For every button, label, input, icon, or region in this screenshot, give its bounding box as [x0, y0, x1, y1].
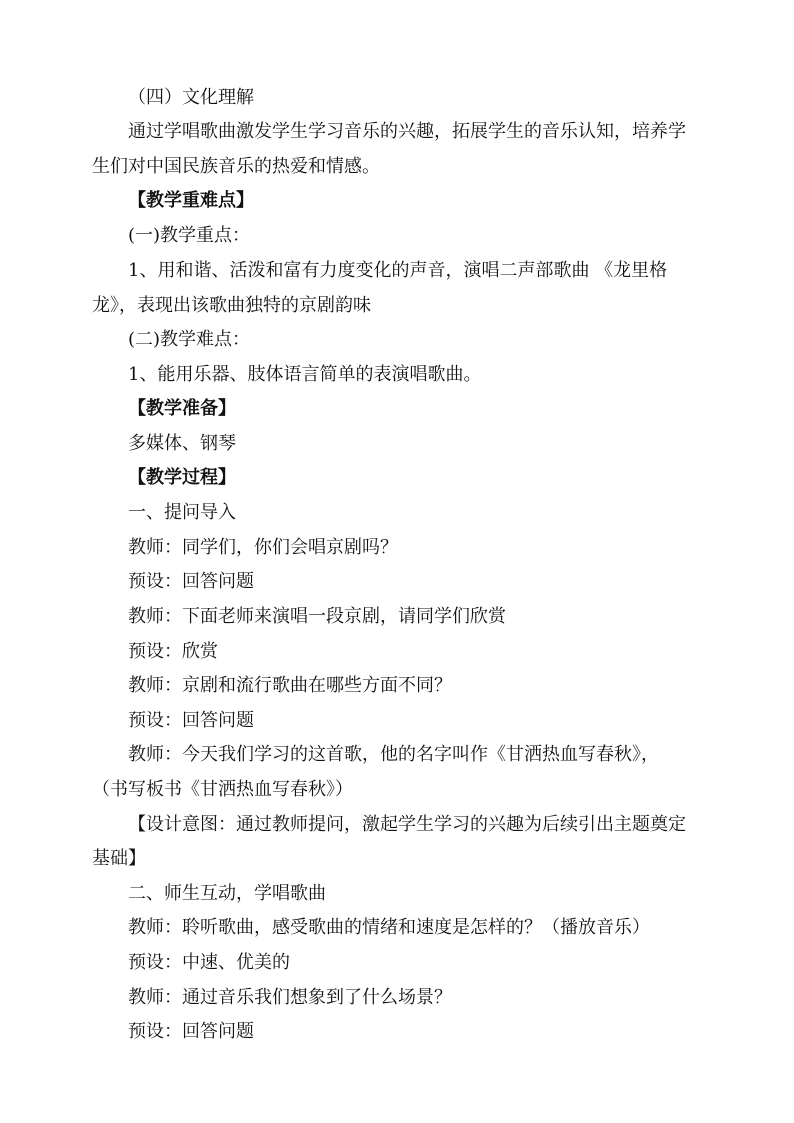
dialogue-line: 教师：今天我们学习的这首歌，他的名字叫作《甘洒热血写春秋》， [128, 744, 659, 765]
design-intent: 基础】 [92, 848, 146, 869]
paragraph-line: 多媒体、钢琴 [128, 433, 236, 454]
paragraph-line: 龙》，表现出该歌曲独特的京剧韵味 [92, 295, 371, 316]
section-heading-key-points: 【教学重难点】 [128, 190, 254, 211]
dialogue-line: 教师：京剧和流行歌曲在哪些方面不同？ [128, 675, 452, 696]
section-heading-preparation: 【教学准备】 [128, 398, 236, 419]
dialogue-line: 预设：回答问题 [128, 571, 254, 592]
paragraph-line: 通过学唱歌曲激发学生学习音乐的兴趣，拓展学生的音乐认知，培养学 [128, 121, 686, 142]
dialogue-line: 预设：中速、优美的 [128, 952, 290, 973]
section-heading-culture: （四）文化理解 [128, 87, 254, 108]
paragraph-line: 1、能用乐器、肢体语言简单的表演唱歌曲。 [128, 364, 482, 385]
design-intent: 【设计意图：通过教师提问，激起学生学习的兴趣为后续引出主题奠定 [128, 814, 686, 835]
dialogue-line: 预设：欣赏 [128, 641, 218, 662]
dialogue-line: （书写板书《甘洒热血写春秋》） [92, 779, 353, 800]
paragraph-line: 生们对中国民族音乐的热爱和情感。 [92, 156, 380, 177]
dialogue-line: 教师：聆听歌曲，感受歌曲的情绪和速度是怎样的？（播放音乐） [128, 917, 650, 938]
dialogue-line: 教师：下面老师来演唱一段京剧，请同学们欣赏 [128, 606, 506, 627]
dialogue-line: 预设：回答问题 [128, 710, 254, 731]
paragraph-line: 1、用和谐、活泼和富有力度变化的声音，演唱二声部歌曲 《龙里格 [128, 260, 668, 281]
subheading-difficulty: (二)教学难点： [128, 329, 251, 350]
dialogue-line: 教师：通过音乐我们想象到了什么场景？ [128, 987, 452, 1008]
dialogue-line: 教师：同学们，你们会唱京剧吗？ [128, 537, 398, 558]
section-heading-process: 【教学过程】 [128, 467, 236, 488]
subheading-interaction: 二、师生互动，学唱歌曲 [128, 883, 326, 904]
subheading-focus: (一)教学重点： [128, 225, 251, 246]
subheading-intro: 一、提问导入 [128, 502, 236, 523]
dialogue-line: 预设：回答问题 [128, 1021, 254, 1042]
